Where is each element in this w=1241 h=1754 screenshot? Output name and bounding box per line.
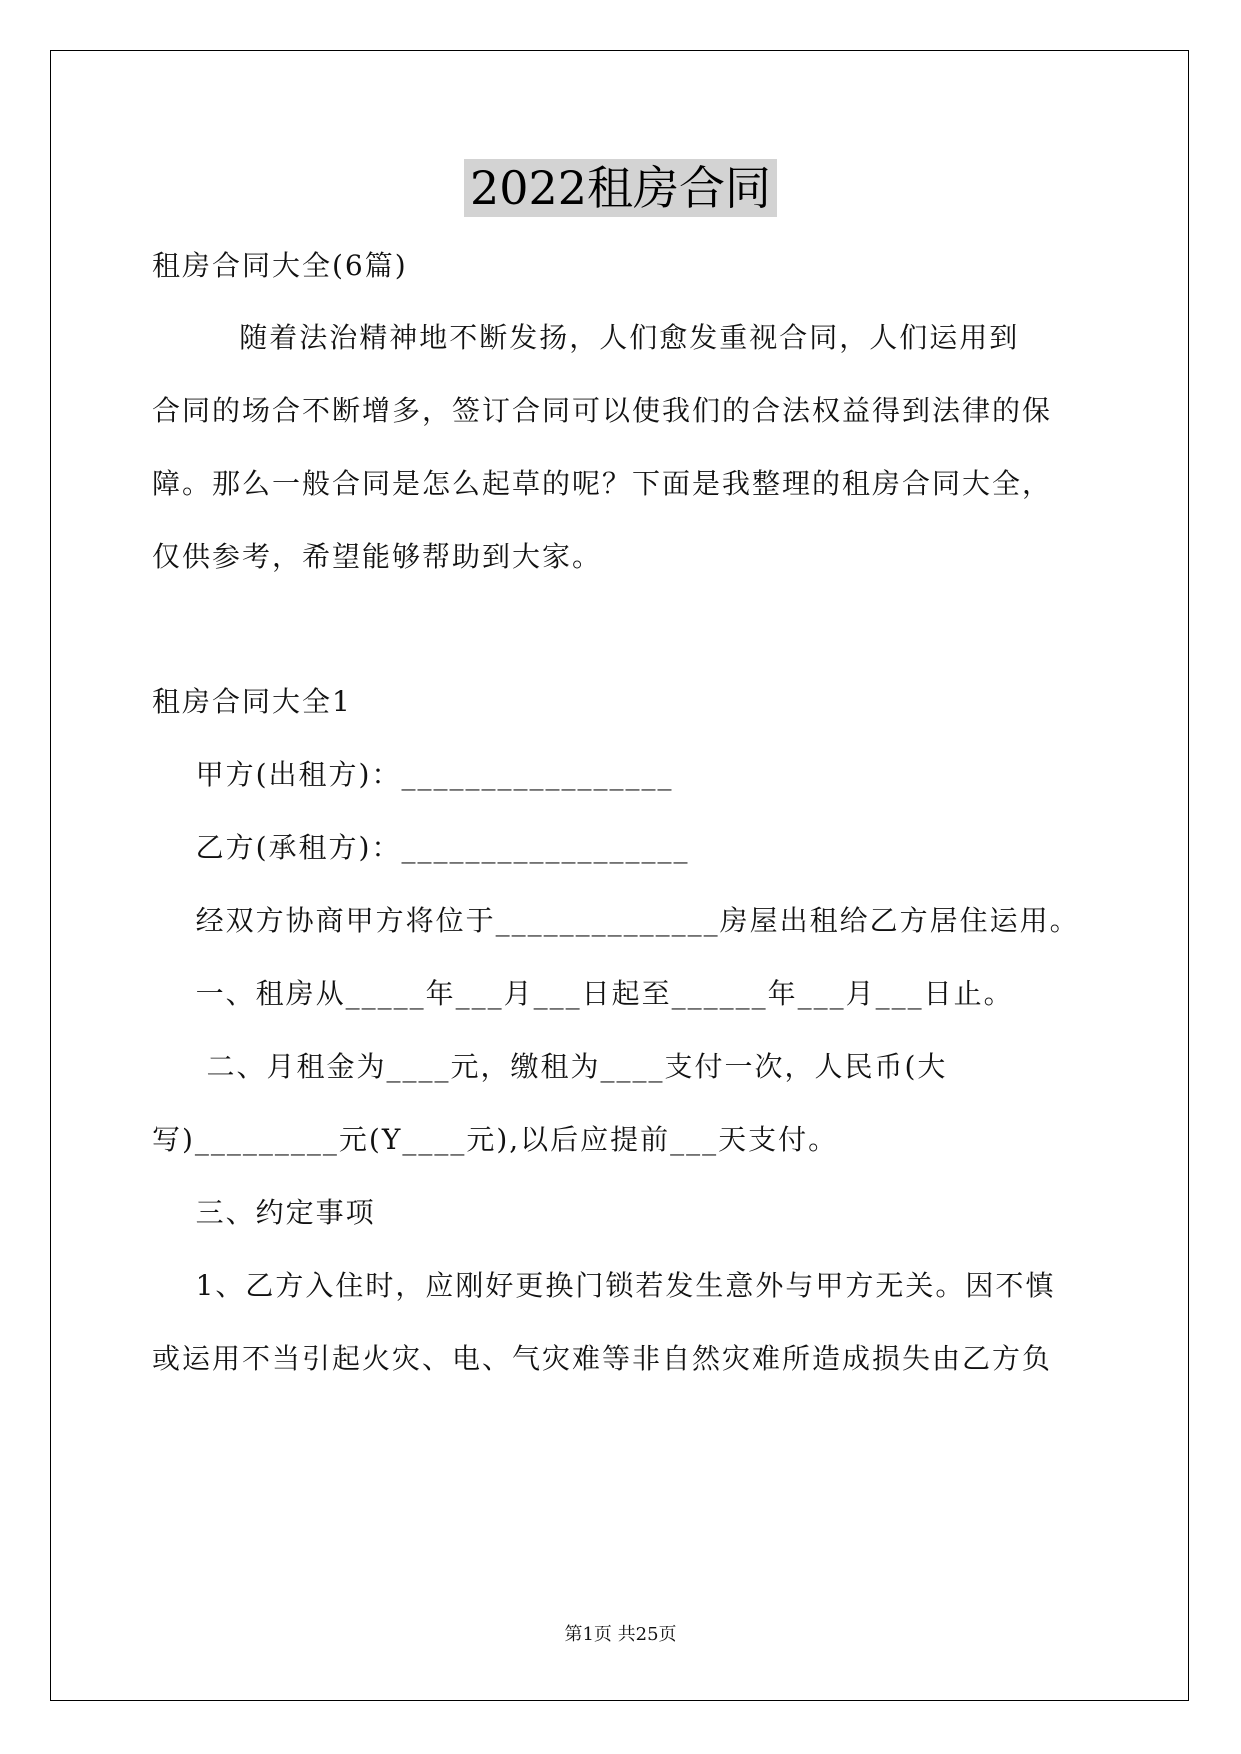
paragraph-line: 合同的场合不断增多，签订合同可以使我们的合法权益得到法律的保: [152, 394, 1053, 427]
paragraph-line: 障。那么一般合同是怎么起草的呢？下面是我整理的租房合同大全，: [152, 467, 1053, 500]
document-title: 2022租房合同: [0, 152, 1241, 218]
section-heading: 租房合同大全1: [152, 685, 352, 718]
clause-heading: 三、约定事项: [152, 1196, 376, 1229]
subtitle-line: 租房合同大全(6篇): [152, 249, 408, 282]
paragraph-line: 随着法治精神地不断发扬，人们愈发重视合同，人们运用到: [152, 321, 1020, 354]
term-line: 一、租房从_____年___月___日起至______年___月___日止。: [152, 977, 1014, 1010]
paragraph-line: 经双方协商甲方将位于______________房屋出租给乙方居住运用。: [152, 904, 1080, 937]
rent-line: 二、月租金为____元，缴租为____支付一次，人民币(大: [152, 1050, 948, 1083]
party-b-line: 乙方(承租方)：__________________: [152, 831, 690, 864]
page-footer: 第1页 共25页: [564, 1624, 677, 1645]
clause-line: 1、乙方入住时，应刚好更换门锁若发生意外与甲方无关。因不慎: [152, 1269, 1056, 1302]
page-border: [50, 50, 1189, 1701]
rent-line-cont: 写)_________元(Y____元),以后应提前___天支付。: [152, 1123, 839, 1156]
paragraph-line: 仅供参考，希望能够帮助到大家。: [152, 540, 603, 573]
clause-line-cont: 或运用不当引起火灾、电、气灾难等非自然灾难所造成损失由乙方负: [152, 1342, 1053, 1375]
party-a-line: 甲方(出租方)：_________________: [152, 758, 674, 791]
